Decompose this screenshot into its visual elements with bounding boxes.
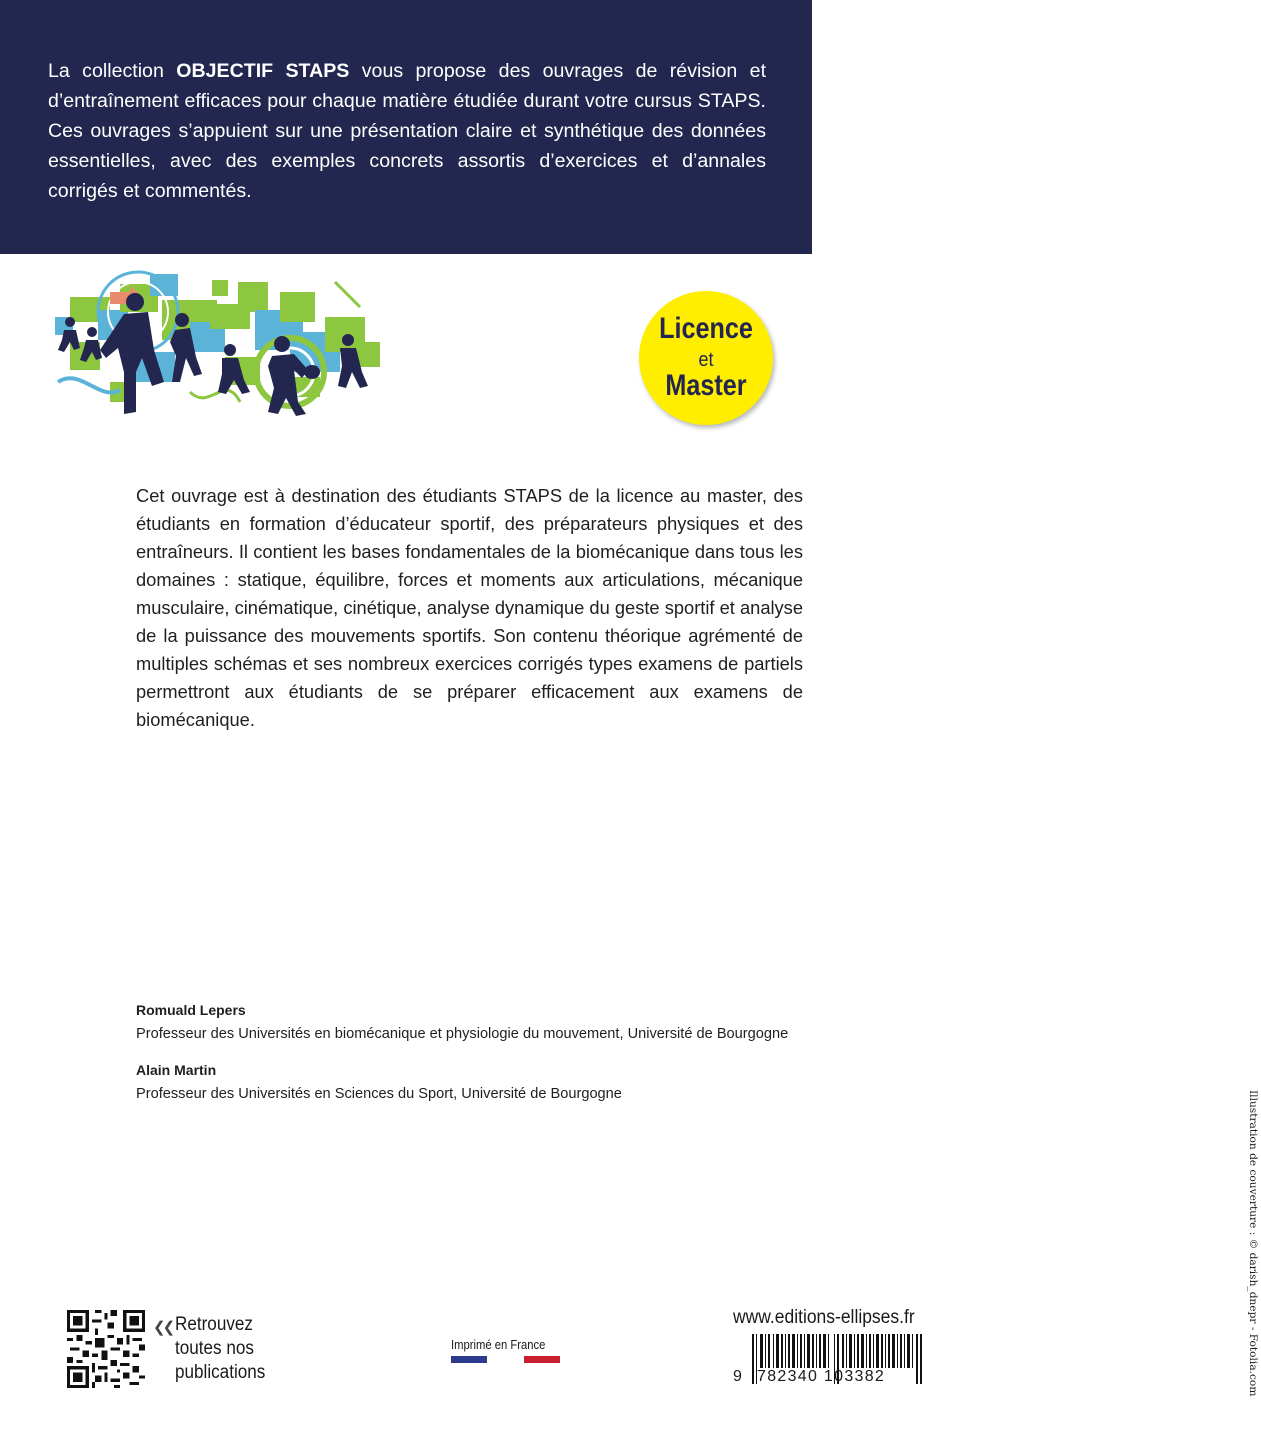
badge-master: Master [665, 369, 747, 402]
isbn-first-digit: 9 [733, 1368, 742, 1385]
author-1-title: Professeur des Universités en biomécanique et physiologie du mouvement, Université de Bourgogne [136, 1026, 789, 1042]
cover-illustration-credit: Illustration de couverture : © darish_dnepr - Fotolia.com [1247, 1090, 1259, 1397]
flag-white [487, 1356, 524, 1363]
badge-licence: Licence [659, 312, 753, 345]
publisher-website[interactable]: www.editions-ellipses.fr [733, 1307, 915, 1328]
qr-caption-line: publications [175, 1362, 266, 1383]
isbn-digits: 782340 103382 [757, 1368, 886, 1385]
collection-intro [48, 56, 766, 206]
double-chevron-left-icon: ❮❮ [153, 1319, 173, 1336]
intro-text-rest: vous propose des ouvrages de révision et d’entraînement efficaces pour chaque matière étudiée durant votre cursus STAPS. Ces ouvrages s’appuient sur une présentation claire et synthétique des données essentielles, avec des exemples concrets assortis d’exercices et d’annales corrigés et commentés. [48, 60, 767, 202]
author-1-name: Romuald Lepers [136, 1002, 246, 1018]
cover-credit-container [956, 1090, 1259, 1397]
book-description: Cet ouvrage est à destination des étudiants STAPS de la licence au master, des étudiants en formation d’éducateur sportif, des préparateurs physiques et des entraîneurs. Il contient les bases fondamentales de la biomécanique dans tous les domaines : statique, équilibre, forces et moments aux articulations, mécanique musculaire, cinématique, cinétique, analyse dynamique du geste sportif et analyse de la puissance des mouvements sportifs. Son contenu théorique agrémenté de multiples schémas et ses nombreux exercices corrigés types examens de partiels permettront aux étudiants de se préparer efficacement aux examens de biomécanique. [136, 485, 803, 730]
french-flag-bar [451, 1356, 560, 1363]
intro-text-start: La collection [48, 60, 177, 82]
flag-blue [451, 1356, 487, 1363]
badge-et: et [698, 349, 714, 371]
qr-caption [175, 1313, 283, 1385]
qr-caption-line: Retrouvez [175, 1314, 253, 1335]
flag-red [524, 1356, 560, 1363]
sports-illustration [50, 262, 400, 442]
qr-code[interactable] [67, 1310, 145, 1388]
author-2-title: Professeur des Universités en Sciences du Sport, Université de Bourgogne [136, 1086, 622, 1102]
collection-banner [0, 0, 812, 254]
qr-caption-line: toutes nos [175, 1338, 254, 1359]
collection-name: OBJECTIF STAPS [176, 60, 350, 82]
level-badge [639, 291, 773, 425]
printed-in-france: Imprimé en France [451, 1338, 546, 1352]
author-2-name: Alain Martin [136, 1062, 217, 1078]
